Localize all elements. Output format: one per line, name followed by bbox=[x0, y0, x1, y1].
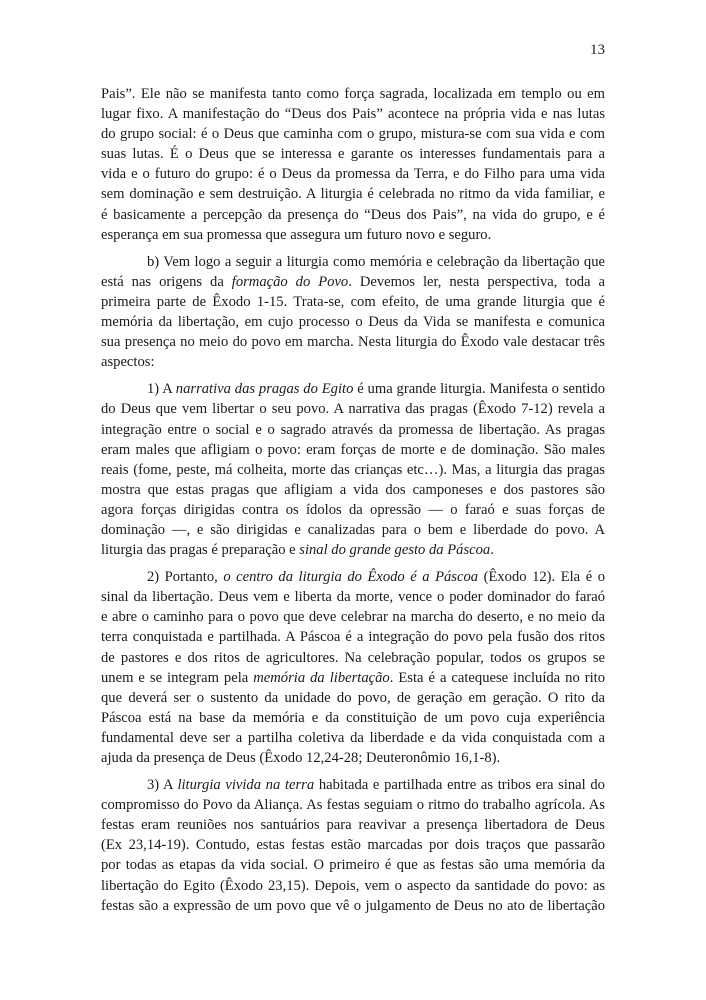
text-segment: é basicamente a percepção da presença do “Deus dos Pais”, na vida do grupo, e é bbox=[101, 206, 605, 223]
text-line bbox=[101, 748, 605, 768]
text-line bbox=[101, 420, 605, 440]
text-segment: eram males que afligiam o povo: eram forças de morte e de dominação. São males bbox=[101, 441, 605, 458]
text-segment: integração entre o social e o sagrado através da promessa de libertação. As pragas bbox=[101, 421, 605, 438]
text-line bbox=[101, 440, 605, 460]
text-segment: unem e se integram pela bbox=[101, 669, 254, 686]
text-line bbox=[101, 795, 605, 815]
text-segment: sua presença no meio do povo em marcha. Nesta liturgia do Êxodo vale destacar três bbox=[101, 334, 605, 351]
text-segment: lugar fixo. A manifestação do “Deus dos Pais” acontece na própria vida e nas lutas bbox=[101, 106, 605, 123]
text-line bbox=[101, 352, 605, 372]
text-line bbox=[101, 205, 605, 225]
text-segment: b) Vem logo a seguir a liturgia como memória e celebração da libertação que bbox=[147, 253, 605, 270]
text-line bbox=[101, 225, 605, 245]
text-segment: é uma grande liturgia. Manifesta o sentido bbox=[353, 381, 605, 398]
text-line bbox=[101, 587, 605, 607]
body-text bbox=[101, 84, 605, 923]
text-line bbox=[101, 272, 605, 292]
text-segment: primeira parte de Êxodo 1-15. Trata-se, com efeito, de uma grande liturgia que é bbox=[101, 293, 605, 310]
text-segment: aspectos: bbox=[101, 354, 155, 371]
text-segment: suas lutas. É o Deus que se interessa e garante os interesses fundamentais para a bbox=[101, 146, 605, 163]
text-line bbox=[101, 164, 605, 184]
text-line bbox=[101, 567, 605, 587]
text-segment: festas eram reuniões nos santuários para reavivar a presença libertadora de Deus bbox=[101, 817, 605, 834]
text-segment: Páscoa está na base da memória e da constituição de um povo cuja experiência bbox=[101, 709, 605, 726]
text-segment: ajuda da presença de Deus (Êxodo 12,24-28; Deuteronômio 16,1-8). bbox=[101, 750, 501, 766]
text-line bbox=[101, 292, 605, 312]
text-segment: e abre o caminho para o povo que deve celebrar na marcha do deserto, e no meio da bbox=[101, 609, 605, 626]
text-line bbox=[101, 627, 605, 647]
page-number: 13 bbox=[590, 42, 605, 58]
text-segment: do grupo social: é o Deus que caminha com o grupo, mistura-se com sua vida e com bbox=[101, 126, 605, 143]
text-segment: 3) A bbox=[147, 777, 178, 794]
text-line bbox=[101, 520, 605, 540]
text-segment: agora forças dirigidas contra os ídolos da opressão — o faraó e suas forças de bbox=[101, 501, 605, 518]
text-line bbox=[101, 540, 605, 560]
text-line bbox=[101, 775, 605, 795]
text-segment: mostra que estas pragas que afligiam a vida dos camponeses e dos pastores são bbox=[101, 481, 605, 498]
text-line bbox=[101, 708, 605, 728]
text-line bbox=[101, 144, 605, 164]
text-segment: sinal da libertação. Deus vem e liberta da morte, vence o poder dominador do faraó bbox=[101, 589, 605, 606]
text-line bbox=[101, 728, 605, 748]
text-segment: liturgia das pragas é preparação e bbox=[101, 542, 300, 559]
text-segment: do Deus que vem libertar o seu povo. A narrativa das pragas (Êxodo 7-12) revela a bbox=[101, 401, 605, 418]
text-segment: que deverá ser o sustento da unidade do povo, de geração em geração. O rito da bbox=[101, 689, 605, 706]
italic-text: formação do Povo bbox=[231, 273, 349, 290]
text-segment: festas são a expressão de um povo que vê o julgamento de Deus no ato de libertação bbox=[101, 897, 605, 914]
text-segment: . Devemos ler, nesta perspectiva, toda a bbox=[348, 273, 605, 290]
text-segment: sem dominação e sem destruição. A liturgia é celebrada no ritmo da vida familiar, e bbox=[101, 186, 605, 203]
paragraph bbox=[101, 775, 605, 916]
text-line bbox=[101, 896, 605, 916]
text-line bbox=[101, 252, 605, 272]
text-segment: vida e o futuro do grupo: é o Deus da promessa da Terra, e do Filho para uma vida bbox=[101, 166, 605, 183]
text-line bbox=[101, 480, 605, 500]
italic-text: sinal do grande gesto da Páscoa bbox=[299, 542, 491, 559]
text-line bbox=[101, 876, 605, 896]
paragraph bbox=[101, 252, 605, 373]
text-segment: está nas origens da bbox=[101, 273, 232, 290]
text-segment: fundamental deve ser a partilha coletiva da liberdade e da vida conquistada com a bbox=[101, 729, 605, 746]
text-line bbox=[101, 835, 605, 855]
text-segment: esperança em sua promessa que assegura um futuro novo e seguro. bbox=[101, 226, 492, 243]
text-line bbox=[101, 815, 605, 835]
italic-text: liturgia vivida na terra bbox=[177, 777, 315, 794]
text-segment: . bbox=[490, 542, 494, 559]
paragraph bbox=[101, 567, 605, 768]
text-segment: compromisso do Povo da Aliança. As festas seguiam o ritmo do trabalho agrícola. As bbox=[101, 797, 605, 814]
paragraph bbox=[101, 84, 605, 245]
text-segment: 2) Portanto, bbox=[147, 569, 224, 586]
text-line bbox=[101, 312, 605, 332]
text-line bbox=[101, 688, 605, 708]
text-line bbox=[101, 379, 605, 399]
paragraph bbox=[101, 379, 605, 560]
text-segment: por todas as etapas da vida social. O primeiro é que as festas são uma memória da bbox=[101, 857, 605, 874]
text-segment: Pais”. Ele não se manifesta tanto como força sagrada, localizada em templo ou em bbox=[101, 86, 605, 102]
text-segment: dominação —, e são dirigidas e canalizadas para o bem e liberdade do povo. A bbox=[101, 521, 605, 538]
text-segment: (Êxodo 12). Ela é o bbox=[478, 569, 605, 586]
text-line bbox=[101, 500, 605, 520]
text-line bbox=[101, 668, 605, 688]
text-segment: 1) A bbox=[147, 381, 176, 398]
text-line bbox=[101, 648, 605, 668]
italic-text: narrativa das pragas do Egito bbox=[175, 381, 354, 398]
text-line bbox=[101, 84, 605, 104]
text-line bbox=[101, 399, 605, 419]
text-segment: terra conquistada e partilhada. A Páscoa é a integração do povo pela fusão dos ritos bbox=[101, 629, 605, 646]
text-line bbox=[101, 607, 605, 627]
italic-text: memória da libertação bbox=[253, 669, 390, 686]
text-line bbox=[101, 855, 605, 875]
text-segment: habitada e partilhada entre as tribos era sinal do bbox=[314, 777, 605, 794]
text-segment: reais (fome, peste, má colheita, morte das crianças etc…). Mas, a liturgia das pragas bbox=[101, 461, 605, 478]
text-segment: de pastores e dos ritos de agricultores. Na celebração popular, todos os grupos se bbox=[101, 649, 605, 666]
text-segment: . Esta é a catequese incluída no rito bbox=[389, 669, 605, 686]
text-segment: (Ex 23,14-19). Contudo, estas festas estão marcadas por dois traços que passarão bbox=[101, 837, 605, 854]
text-line bbox=[101, 104, 605, 124]
italic-text: o centro da liturgia do Êxodo é a Páscoa bbox=[223, 569, 479, 586]
text-segment: memória da libertação, em cujo processo o Deus da Vida se manifesta e comunica bbox=[101, 314, 605, 331]
text-segment: libertação do Egito (Êxodo 23,15). Depois, vem o aspecto da santidade do povo: as bbox=[101, 877, 605, 894]
text-line bbox=[101, 332, 605, 352]
text-line bbox=[101, 184, 605, 204]
text-line bbox=[101, 460, 605, 480]
text-line bbox=[101, 124, 605, 144]
